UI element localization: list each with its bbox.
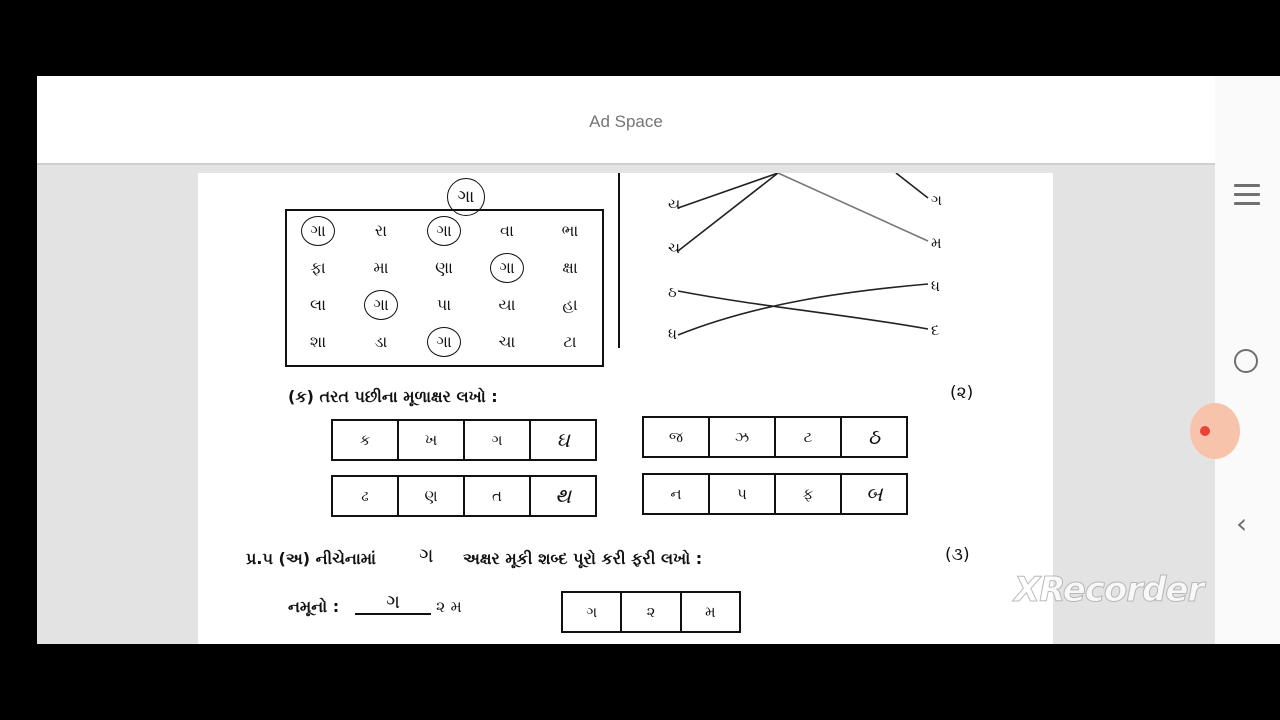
match-right-3: ધ <box>931 277 941 295</box>
sample-box-cell: ગ <box>563 593 622 631</box>
sequence-answer-cell: ઠ <box>867 425 881 449</box>
sequence-answer-cell: થ <box>554 484 572 508</box>
match-line-1 <box>678 173 778 208</box>
grid-cell-text: ગા <box>301 216 335 246</box>
sequence-row-1 <box>331 419 597 461</box>
grid-cell <box>287 287 349 323</box>
grid-cell <box>539 324 601 360</box>
section-k-marks: (૨) <box>950 383 974 403</box>
grid-cell <box>413 287 475 323</box>
sample-blank: ગ <box>355 591 431 615</box>
grid-cell-text: ગા <box>427 216 461 246</box>
grid-cell-circled <box>476 250 538 286</box>
sequence-row-4 <box>642 473 908 515</box>
grid-cell-circled <box>413 324 475 360</box>
matching-lines <box>638 173 968 353</box>
match-line-2 <box>678 173 778 251</box>
grid-cell <box>539 287 601 323</box>
grid-cell <box>350 324 412 360</box>
sample-box-cell: ૨ <box>622 593 681 631</box>
sequence-cell: ટ <box>776 418 842 456</box>
record-dot-icon <box>1200 426 1210 436</box>
sequence-cell: ન <box>644 475 710 513</box>
grid-cell-text: ફા <box>310 258 326 277</box>
sequence-cell: ક <box>333 421 399 459</box>
match-line-3 <box>778 173 928 241</box>
sequence-cell: જ <box>644 418 710 456</box>
grid-cell-text: હા <box>562 295 578 314</box>
grid-cell-text: ભા <box>561 221 579 240</box>
divider-line <box>618 173 620 348</box>
app-screen <box>37 76 1215 644</box>
grid-cell-text: ગા <box>427 327 461 357</box>
grid-cell <box>350 213 412 249</box>
sequence-answer-cell: ઘ <box>556 428 570 452</box>
ad-label: Ad Space <box>589 112 663 131</box>
section-k-heading: (ક) તરત પછીના મૂળાક્ષર લખો : <box>288 387 498 406</box>
match-right-2: મ <box>931 234 942 252</box>
grid-cell-text: વા <box>500 221 514 240</box>
grid-cell <box>413 250 475 286</box>
ad-banner[interactable] <box>37 76 1215 165</box>
grid-cell-text: ગા <box>364 290 398 320</box>
sequence-cell: ફ <box>776 475 842 513</box>
grid-cell-text: લા <box>309 295 327 314</box>
grid-title-circle: ગા <box>447 178 485 216</box>
grid-cell <box>476 324 538 360</box>
sequence-cell: ત <box>465 477 531 515</box>
sequence-cell: ણ <box>399 477 465 515</box>
match-left-1: ય <box>668 195 681 213</box>
back-icon[interactable]: ‹ <box>1236 507 1248 540</box>
match-left-2: ચ <box>668 239 681 257</box>
match-line-4 <box>896 173 928 198</box>
match-right-1: ગ <box>931 191 942 209</box>
match-right-4: દ <box>931 321 940 339</box>
grid-cell-text: ક્ષા <box>562 258 578 277</box>
grid-cell <box>539 213 601 249</box>
grid-cell <box>287 324 349 360</box>
section-p5-instruction: અક્ષર મૂકી શબ્દ પૂરો કરી ફરી લખો : <box>463 549 703 568</box>
match-left-4: ધ <box>668 325 678 343</box>
grid-cell <box>350 250 412 286</box>
grid-cell-circled <box>413 213 475 249</box>
match-left-3: ઠ <box>668 283 677 301</box>
grid-cell-text: રા <box>374 221 388 240</box>
grid-cell-text: ચા <box>498 332 516 351</box>
sequence-cell: ખ <box>399 421 465 459</box>
match-line-5 <box>678 291 928 329</box>
sequence-answer-cell: બ <box>865 482 883 506</box>
sequence-cell: ઝ <box>710 418 776 456</box>
section-p5-marks: (૩) <box>945 545 970 565</box>
sequence-cell: પ <box>710 475 776 513</box>
sequence-cell: ગ <box>465 421 531 459</box>
grid-cell-circled <box>287 213 349 249</box>
grid-cell-text: ટા <box>563 332 577 351</box>
sequence-cell: ઢ <box>333 477 399 515</box>
sample-label: નમૂનો : <box>288 597 340 616</box>
grid-cell <box>476 213 538 249</box>
grid-cell-text: ડા <box>374 332 388 351</box>
grid-cell-text: યા <box>498 295 516 314</box>
worksheet-page <box>198 173 1053 644</box>
section-p5-heading: પ્ર.૫ (અ) નીચેનામાં <box>246 549 376 568</box>
menu-icon[interactable] <box>1234 184 1260 208</box>
grid-cell-text: પા <box>436 295 452 314</box>
sample-rest: ૨ મ <box>436 597 462 616</box>
grid-cell <box>476 287 538 323</box>
match-line-6 <box>678 284 928 335</box>
grid-cell-text: ગા <box>490 253 524 283</box>
home-icon[interactable] <box>1234 349 1258 373</box>
sequence-row-3 <box>331 475 597 517</box>
sequence-row-2 <box>642 416 908 458</box>
grid-cell-text: શા <box>309 332 327 351</box>
grid-cell <box>539 250 601 286</box>
sample-boxes <box>561 591 741 633</box>
sample-box-cell: મ <box>705 603 716 621</box>
letter-grid <box>285 209 604 367</box>
section-p5-letter: ગ <box>419 543 434 567</box>
watermark: XRecorder <box>1014 570 1204 610</box>
grid-cell-text: ણા <box>435 258 453 277</box>
grid-cell-text: મા <box>373 258 389 277</box>
grid-cell <box>287 250 349 286</box>
recorder-float-button[interactable] <box>1190 403 1240 459</box>
grid-cell-circled <box>350 287 412 323</box>
